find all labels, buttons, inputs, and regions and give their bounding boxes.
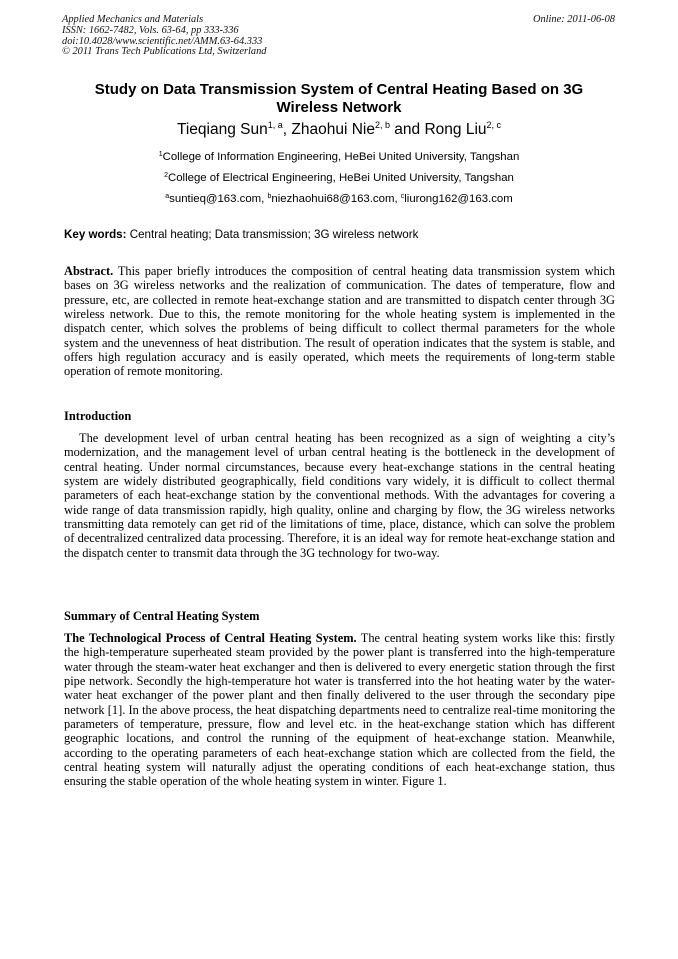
email-separator: , bbox=[394, 193, 401, 205]
summary-text: The central heating system works like this: firstly the high-temperature superheated steam provided by the power plant is transferred into the high-temperature water through the steam-water heat exchanger and then is delivered to every energetic station through the first pipe network. Secondly the high-temperature hot water is transferred into the hot heating water by the water-water heat exchanger of the power plant and then finally delivered to the user through the secondary pipe network [1]. In the above process, the heat dispatching departments need to centralize real-time monitoring the parameters of temperature, pressure, flow and level etc. in the heat-exchange station which has different geographic locations, and control the running of the equipment of heat-exchange station. Meanwhile, according to the operating parameters of each heat-exchange station which are collected from the field, the central heating system will naturally adjust the operating conditions of each heat-exchange station, thus ensuring the stable operation of the whole heating system in winter. Figure 1. bbox=[64, 631, 615, 789]
affiliation-marker: 2 bbox=[164, 172, 168, 179]
abstract-text: This paper briefly introduces the composition of central heating data transmission system which bases on 3G wireless networks and the realization of communication. The dates of temperature, flow and pressure, etc, are collected in remote heat-exchange station and are transmitted to dispatch center through 3G wireless network. Due to this, the remote monitoring for the whole heating system is implemented in the dispatch center, which solves the problems of being difficult to collect thermal parameters for the whole system and the unevenness of heat distribution. The result of operation indicates that the system is stable, and offers high regulation accuracy and is easily operated, which meets the requirements of long-term stable operation of remote monitoring. bbox=[64, 264, 615, 379]
online-date: Online: 2011-06-08 bbox=[532, 14, 615, 25]
issn-line: ISSN: 1662-7482, Vols. 63-64, pp 333-336 bbox=[62, 24, 239, 36]
section-heading-introduction: Introduction bbox=[64, 409, 132, 423]
affiliation-text: College of Electrical Engineering, HeBei United University, Tangshan bbox=[167, 172, 514, 184]
author-name: Tieqiang Sun bbox=[176, 121, 268, 138]
author-superscript: 2, c bbox=[486, 120, 502, 130]
abstract bbox=[64, 264, 615, 379]
keywords bbox=[64, 228, 418, 241]
affiliation bbox=[62, 172, 616, 184]
copyright-line: © 2011 Trans Tech Publications Ltd, Switzerland bbox=[62, 46, 267, 58]
affiliation-text: College of Information Engineering, HeBei United University, Tangshan bbox=[162, 151, 520, 163]
author-superscript: 2, b bbox=[374, 120, 390, 130]
summary-body bbox=[64, 631, 615, 789]
email-marker: a bbox=[165, 193, 170, 200]
subsection-label: The Technological Process of Central Heating System. bbox=[64, 631, 357, 645]
author-name: Rong Liu bbox=[424, 121, 487, 138]
email-link[interactable]: liurong162@163.com bbox=[404, 193, 513, 205]
email-marker: b bbox=[267, 193, 272, 200]
keywords-label: Key words: bbox=[64, 228, 127, 241]
introduction-body: The development level of urban central heating has been recognized as a sign of weighting a city’s modernization, and the management level of urban central heating is the bottleneck in the development of central heating. Under normal circumstances, because every heat-exchange stations in the central heating system are widely distributed geographically, field conditions vary widely, it is difficult to collect thermal parameters of each heat-exchange station by the conventional methods. With the advantages for covering a wide range of data transmission rapidly, high quality, online and charging by flow, the 3G wireless networks transmitting data remotely can get rid of the limitations of time, place, distance, which can solve the problem of decentralized centralized data processing. Therefore, it is an ideal way for remote heat-exchange station and the dispatch center to transmit data through the 3G technology for two-way. bbox=[64, 431, 615, 560]
abstract-label: Abstract. bbox=[64, 264, 114, 278]
affiliation bbox=[62, 151, 616, 163]
email-link[interactable]: niezhaohui68@163.com bbox=[271, 193, 395, 205]
email-marker: c bbox=[400, 193, 405, 200]
email-link[interactable]: suntieq@163.com bbox=[169, 193, 262, 205]
journal-header bbox=[62, 15, 266, 58]
author-list bbox=[62, 121, 616, 139]
paper-title: Study on Data Transmission System of Central Heating Based on 3G Wireless Network bbox=[94, 81, 584, 116]
doi-line: doi:10.4028/www.scientific.net/AMM.63-64.333 bbox=[62, 35, 263, 47]
author-separator: , bbox=[282, 121, 292, 138]
author-separator: and bbox=[389, 121, 425, 138]
keywords-text: Central heating; Data transmission; 3G wireless network bbox=[129, 228, 419, 241]
section-heading-summary: Summary of Central Heating System bbox=[64, 609, 260, 623]
author-superscript: 1, a bbox=[267, 120, 283, 130]
journal-name: Applied Mechanics and Materials bbox=[62, 14, 204, 25]
affiliation-marker: 1 bbox=[158, 151, 163, 158]
email-list bbox=[62, 193, 616, 205]
email-separator: , bbox=[261, 193, 268, 205]
author-name: Zhaohui Nie bbox=[291, 121, 375, 138]
